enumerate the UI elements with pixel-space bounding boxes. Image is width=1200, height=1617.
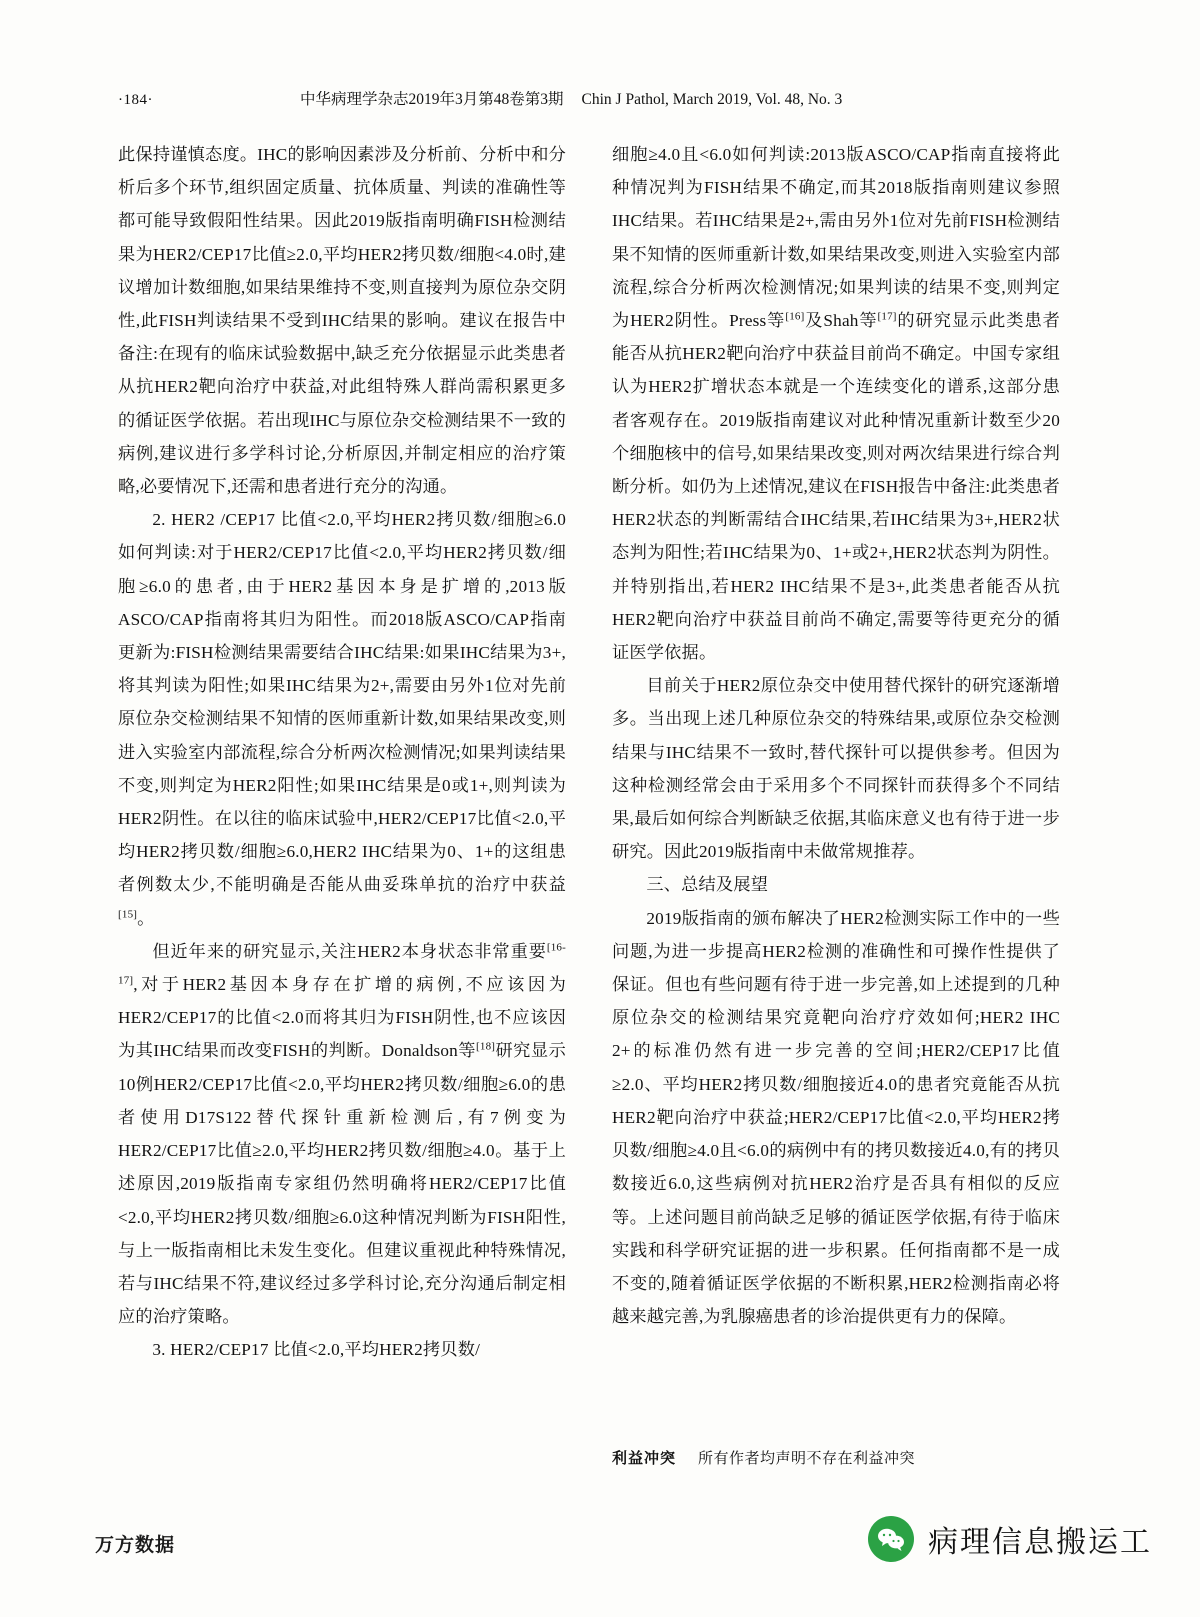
- reference-18: [18]: [476, 1040, 496, 1053]
- paragraph-recent-studies-rest: 研究显示10例HER2/CEP17比值<2.0,平均HER2拷贝数/细胞≥6.0的患者使用D17S122替代探针重新检测后,有7例变为HER2/CEP17比值≥2.0,平均HER2拷贝数/细胞≥4.0。基于上述原因,2019版指南专家组仍然明确将HER2/CEP17比值<2.0,平均HER2拷贝数/细胞≥6.0这种情况判断为FISH阳性,与上一版指南相比未发生变化。但建议重视此种特殊情况,若与IHC结果不符,建议经过多学科讨论,充分沟通后制定相应的治疗策略。: [118, 1041, 566, 1327]
- paragraph-section-3-start: 3. HER2/CEP17 比值<2.0,平均HER2拷贝数/: [152, 1340, 481, 1360]
- reference-16-17: [16-17]: [118, 941, 566, 987]
- wechat-account-badge: [792, 1507, 1152, 1571]
- paragraph-alternative-probes: 目前关于HER2原位杂交中使用替代探针的研究逐渐增多。当出现上述几种原位杂交的特殊结果,或原位杂交检测结果与IHC结果不一致时,替代探针可以提供参考。但因为这种检测经常会由于采用多个不同探针而获得多个不同结果,最后如何综合判断缺乏依据,其临床意义也有待于进一步研究。因此2019版指南中未做常规推荐。: [612, 676, 1060, 862]
- journal-header: [300, 88, 1100, 112]
- paragraph-recent-studies: [118, 935, 566, 1333]
- reference-17: [17]: [877, 310, 897, 323]
- paragraph-section-2-text: 2. HER2 /CEP17 比值<2.0,平均HER2拷贝数/细胞≥6.0如何判读:对于HER2/CEP17比值<2.0,平均HER2拷贝数/细胞≥6.0的患者,由于HER2基因本身是扩增的,2013版ASCO/CAP指南将其归为阳性。而2018版ASCO/CAP指南更新为:FISH检测结果需要结合IHC结果:如果IHC结果为3+,将其判读为阳性;如果IHC结果为2+,需要由另外1位对先前原位杂交检测结果不知情的医师重新计数,如果结果改变,则进入实验室内部流程,综合分析两次检测情况;如果判读结果不变,则判定为HER2阳性;如果IHC结果是0或1+,则判读为HER2阴性。在以往的临床试验中,HER2/CEP17比值<2.0,平均HER2拷贝数/细胞≥6.0,HER2 IHC结果为0、1+的这组患者例数太少,不能明确是否能从曲妥珠单抗的治疗中获益: [118, 510, 566, 895]
- paragraph-recent-studies-text: 但近年来的研究显示,关注HER2本身状态非常重要: [152, 941, 547, 961]
- reference-16: [16]: [785, 310, 805, 323]
- paragraph-recent-studies-mid: ,对于HER2基因本身存在扩增的病例,不应该因为HER2/CEP17的比值<2.0而将其归为FISH阴性,也不应该因为其IHC结果而改变FISH的判断。Donaldson等: [118, 975, 566, 1061]
- left-column: [118, 138, 566, 1367]
- journal-title-en: Chin J Pathol, March 2019, Vol. 48, No. 3: [581, 91, 843, 108]
- paragraph-section-3-mid: 及Shah等: [804, 311, 878, 331]
- right-column: [612, 138, 1060, 1333]
- paragraph-continuation: 此保持谨慎态度。IHC的影响因素涉及分析前、分析中和分析后多个环节,组织固定质量、抗体质量、判读的准确性等都可能导致假阳性结果。因此2019版指南明确FISH检测结果为HER2/CEP17比值≥2.0,平均HER2拷贝数/细胞<4.0时,建议增加计数细胞,如果结果维持不变,则直接判为原位杂交阴性,此FISH判读结果不受到IHC结果的影响。建议在报告中备注:在现有的临床试验数据中,缺乏充分依据显示此类患者从抗HER2靶向治疗中获益,对此组特殊人群尚需积累更多的循证医学依据。若出现IHC与原位杂交检测结果不一致的病例,建议进行多学科讨论,分析原因,并制定相应的治疗策略,必要情况下,还需和患者进行充分的沟通。: [118, 145, 566, 497]
- wanfang-data-watermark: 万方数据: [95, 1535, 176, 1556]
- paragraph-section-3-text: 细胞≥4.0且<6.0如何判读:2013版ASCO/CAP指南直接将此种情况判为FISH结果不确定,而其2018版指南则建议参照IHC结果。若IHC结果是2+,需由另外1位对先前FISH检测结果不知情的医师重新计数,如果结果改变,则进入实验室内部流程,综合分析两次检测情况;如果判读的结果不变,则判定为HER2阴性。Press等: [612, 145, 1060, 331]
- conflict-label: 利益冲突: [612, 1450, 677, 1467]
- conflict-text: 所有作者均声明不存在利益冲突: [698, 1450, 916, 1467]
- journal-title-cn: 中华病理学杂志2019年3月第48卷第3期: [300, 91, 564, 108]
- page-number: ·184·: [118, 92, 153, 108]
- wechat-icon: [868, 1516, 914, 1562]
- paragraph-section-3-continued: [612, 138, 1060, 669]
- section-heading-summary: 三、总结及展望: [646, 875, 769, 895]
- paragraph-summary: 2019版指南的颁布解决了HER2检测实际工作中的一些问题,为进一步提高HER2检测的准确性和可操作性提供了保证。但也有些问题有待于进一步完善,如上述提到的几种原位杂交的检测结果究竟靶向治疗疗效如何;HER2 IHC 2+的标准仍然有进一步完善的空间;HER2/CEP17比值≥2.0、平均HER2拷贝数/细胞接近4.0的患者究竟能否从抗HER2靶向治疗中获益;HER2/CEP17比值<2.0,平均HER2拷贝数/细胞≥4.0且<6.0的病例中有的拷贝数接近4.0,有的拷贝数接近6.0,这些病例对抗HER2治疗是否具有相似的反应等。上述问题目前尚缺乏足够的循证医学依据,有待于临床实践和科学研究证据的进一步积累。任何指南都不是一成不变的,随着循证医学依据的不断积累,HER2检测指南必将越来越完善,为乳腺癌患者的诊治提供更有力的保障。: [612, 908, 1060, 1327]
- reference-15: [15]: [118, 907, 138, 920]
- paragraph-section-2: [118, 503, 566, 935]
- wechat-account-name: 病理信息搬运工: [928, 1526, 1152, 1559]
- paragraph-section-3-rest: 的研究显示此类患者能否从抗HER2靶向治疗中获益目前尚不确定。中国专家组认为HER2扩增状态本就是一个连续变化的谱系,这部分患者客观存在。2019版指南建议对此种情况重新计数至少20个细胞核中的信号,如果结果改变,则对两次结果进行综合判断分析。如仍为上述情况,建议在FISH报告中备注:此类患者HER2状态的判断需结合IHC结果,若IHC结果为3+,HER2状态判为阳性;若IHC结果为0、1+或2+,HER2状态判为阴性。并特别指出,若HER2 IHC结果不是3+,此类患者能否从抗HER2靶向治疗中获益目前尚不确定,需要等待更充分的循证医学依据。: [612, 311, 1060, 663]
- paragraph-section-2-tail: 。: [137, 908, 155, 928]
- page-header: [0, 88, 1200, 112]
- conflict-of-interest: [612, 1448, 1062, 1470]
